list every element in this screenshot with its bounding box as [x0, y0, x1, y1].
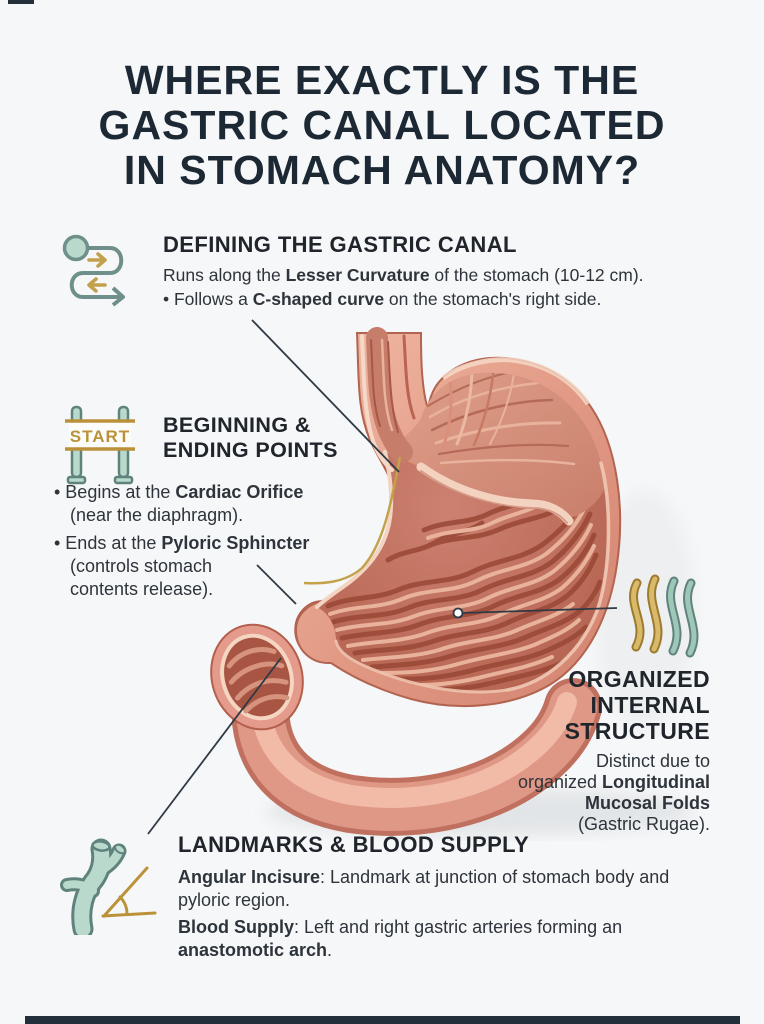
top-edge-mark — [8, 0, 34, 4]
mucosal-folds-icon — [625, 571, 703, 659]
section-internal-structure: ORGANIZED INTERNAL STRUCTURE Distinct due to organized Longitudinal Mucosal Folds (Gastric Rugae). — [517, 666, 710, 834]
footer-bar — [25, 1016, 740, 1024]
landmarks-p1: Angular Incisure: Landmark at junction of stomach body and pyloric region. — [178, 867, 670, 910]
start-sign-label: START — [69, 427, 131, 446]
angle-icon — [95, 858, 159, 922]
section-landmarks — [178, 832, 718, 961]
start-sign-icon — [60, 401, 140, 493]
title-line1: WHERE EXACTLY IS THE — [124, 57, 640, 103]
beginning-ending-bullets: • Begins at the Cardiac Orifice (near the diaphragm). • Ends at the Pyloric Sphincter (controls stomach contents release). — [54, 481, 354, 601]
landmarks-heading: LANDMARKS & BLOOD SUPPLY — [178, 832, 530, 857]
beginning-ending-heading: BEGINNING & ENDING POINTS — [163, 413, 338, 462]
landmarks-p2: Blood Supply: Left and right gastric arteries forming an anastomotic arch. — [178, 917, 623, 960]
defining-line1: Runs along the Lesser Curvature of the stomach (10-12 cm). — [163, 265, 644, 285]
annotation-dot — [454, 609, 463, 618]
bullet-cardiac-orifice: • Begins at the Cardiac Orifice — [54, 482, 304, 502]
defining-line2: • Follows a C-shaped curve on the stomach's right side. — [163, 289, 602, 309]
title-line3: IN STOMACH ANATOMY? — [123, 147, 641, 193]
section-defining — [163, 232, 683, 311]
bullet-pyloric-sphincter: • Ends at the Pyloric Sphincter — [54, 533, 310, 553]
winding-path-icon — [57, 233, 139, 315]
page-title — [30, 58, 734, 193]
defining-heading: DEFINING THE GASTRIC CANAL — [163, 232, 517, 257]
title-line2: GASTRIC CANAL LOCATED — [98, 102, 666, 148]
